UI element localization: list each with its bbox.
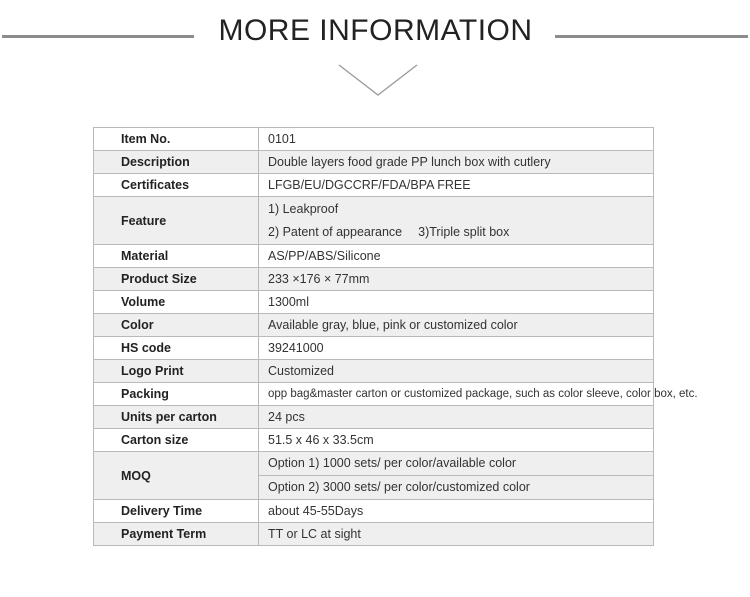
table-row-color [94,314,654,337]
feature-line-1: 1) Leakproof [268,201,339,216]
table-row-carton-size [94,429,654,452]
header-rule-left [2,35,194,38]
row-value: Double layers food grade PP lunch box with cutlery [259,151,654,174]
row-label: MOQ [94,452,259,500]
row-label: Certificates [94,174,259,197]
row-value: about 45-55Days [259,500,654,523]
table-row-logo-print [94,360,654,383]
row-value: 1300ml [259,291,654,314]
table-row-certificates [94,174,654,197]
table-row-product-size [94,268,654,291]
row-label: Item No. [94,128,259,151]
row-label: Units per carton [94,406,259,429]
row-label: Volume [94,291,259,314]
row-value [259,197,654,245]
row-label: HS code [94,337,259,360]
feature-item-3: 3)Triple split box [418,224,510,239]
section-header [0,0,750,70]
row-label: Packing [94,383,259,406]
row-label: Product Size [94,268,259,291]
table-row-delivery-time [94,500,654,523]
table-row-packing [94,383,654,406]
table-row-payment-term [94,523,654,546]
row-label: Feature [94,197,259,245]
row-value: Available gray, blue, pink or customized color [259,314,654,337]
table-row-material [94,245,654,268]
row-label: Logo Print [94,360,259,383]
table-row-description [94,151,654,174]
row-value: TT or LC at sight [259,523,654,546]
row-value: opp bag&master carton or customized package, such as color sleeve, color box, etc. [259,383,654,406]
row-label: Carton size [94,429,259,452]
feature-line-2 [259,221,653,244]
row-value [259,452,654,500]
moq-option-2: Option 2) 3000 sets/ per color/customized color [259,475,653,499]
row-label: Material [94,245,259,268]
product-info-table [93,127,698,546]
table-row-moq [94,452,654,500]
row-value: 24 pcs [259,406,654,429]
feature-item-2: 2) Patent of appearance [268,224,403,239]
row-label: Payment Term [94,523,259,546]
chevron-down-icon [336,62,420,98]
table-row-item-no [94,128,654,151]
row-label: Description [94,151,259,174]
row-value: 39241000 [259,337,654,360]
row-value: LFGB/EU/DGCCRF/FDA/BPA FREE [259,174,654,197]
table-row-hs-code [94,337,654,360]
table-row-feature [94,197,654,245]
section-title: MORE INFORMATION [218,14,533,47]
moq-option-1: Option 1) 1000 sets/ per color/available color [268,456,517,470]
row-label: Color [94,314,259,337]
row-value: 51.5 x 46 x 33.5cm [259,429,654,452]
row-value: Customized [259,360,654,383]
header-rule-right [555,35,748,38]
row-value: 0101 [259,128,654,151]
row-value: 233 ×176 × 77mm [259,268,654,291]
table-row-volume [94,291,654,314]
row-value: AS/PP/ABS/Silicone [259,245,654,268]
table-row-units-per-carton [94,406,654,429]
row-label: Delivery Time [94,500,259,523]
